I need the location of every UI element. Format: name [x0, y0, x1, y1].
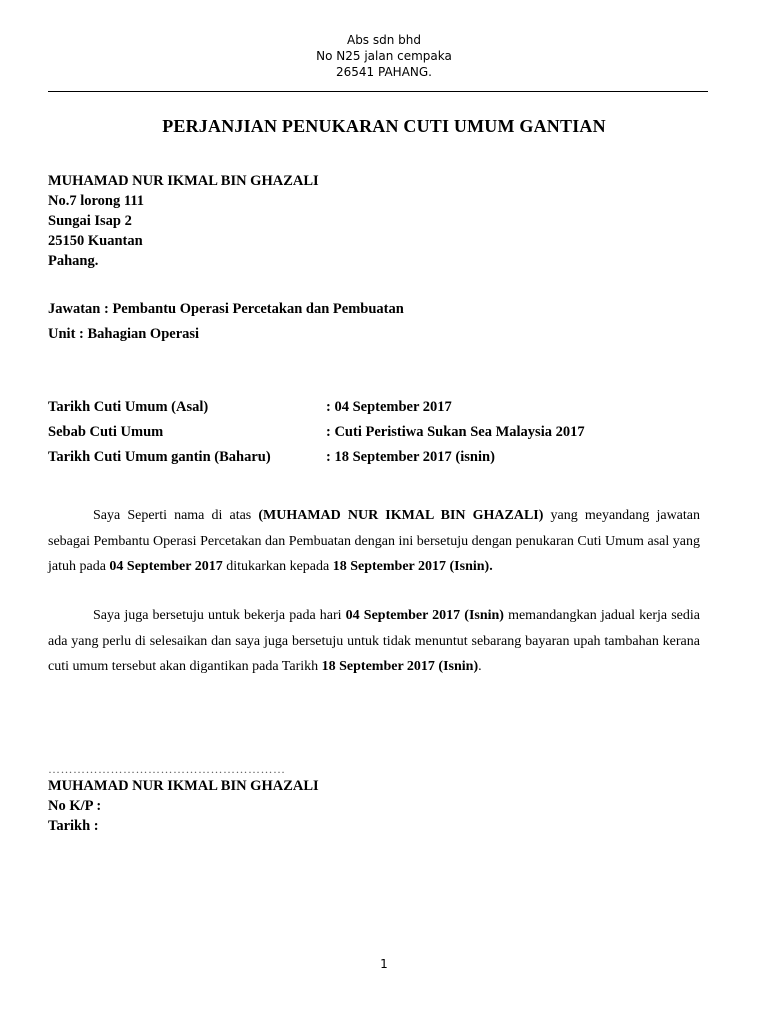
info-value: : 04 September 2017: [326, 399, 452, 415]
info-row: [48, 422, 688, 447]
signature-line: …………………………………………………: [48, 762, 286, 776]
new-date-bold: 18 September 2017 (Isnin): [321, 659, 479, 674]
text-run: ditukarkan kepada: [222, 559, 333, 574]
info-label: Sebab Cuti Umum: [48, 424, 164, 440]
ic-number-label: No K/P :: [48, 798, 102, 814]
agreement-paragraph-1: [48, 503, 700, 580]
company-name: Abs sdn bhd: [346, 33, 422, 47]
text-run: memandangkan jadual kerja sedia ada yang perlu di selesaikan dan saya juga bersetuju untuk tidak menuntut sebarang bayaran upah tambahan kerana cuti umum tersebut akan digantikan pada Tarikh: [48, 608, 700, 674]
company-address-line-1: No N25 jalan cempaka: [316, 49, 452, 63]
original-date-bold: 04 September 2017 (Isnin): [345, 608, 504, 623]
job-position: Jawatan : Pembantu Operasi Percetakan dan Pembuatan: [48, 301, 404, 317]
employee-name-bold: (MUHAMAD NUR IKMAL BIN GHAZALI): [258, 508, 544, 523]
job-unit: Unit : Bahagian Operasi: [48, 326, 200, 342]
info-label: Tarikh Cuti Umum (Asal): [48, 399, 209, 415]
text-run: Saya juga bersetuju untuk bekerja pada hari: [93, 608, 346, 623]
date-label: Tarikh :: [48, 818, 99, 834]
text-run: yang meyandang jawatan sebagai Pembantu Operasi Percetakan dan Pembuatan dengan ini bersetuju dengan penukaran Cuti Umum asal yang jatuh pada: [48, 508, 700, 574]
info-row: [48, 447, 688, 472]
signature-block: [48, 762, 319, 836]
agreement-paragraph-2: [48, 603, 700, 680]
address-line: Sungai Isap 2: [48, 213, 132, 229]
job-details: [48, 297, 404, 347]
document-title: PERJANJIAN PENUKARAN CUTI UMUM GANTIAN: [162, 116, 606, 136]
company-header: [0, 32, 768, 80]
address-line: 25150 Kuantan: [48, 233, 143, 249]
holiday-info-table: [48, 397, 688, 472]
company-address-line-2: 26541 PAHANG.: [336, 65, 432, 79]
page-number: 1: [380, 957, 388, 971]
info-label: Tarikh Cuti Umum gantin (Baharu): [48, 449, 271, 465]
info-row: [48, 397, 688, 422]
address-line: Pahang.: [48, 253, 99, 269]
employee-name: MUHAMAD NUR IKMAL BIN GHAZALI: [48, 173, 319, 189]
text-run: .: [478, 659, 482, 674]
info-value: : 18 September 2017 (isnin): [326, 449, 495, 465]
text-run: Saya Seperti nama di atas: [93, 508, 259, 523]
new-date-bold: 18 September 2017 (Isnin).: [332, 559, 493, 574]
original-date-bold: 04 September 2017: [109, 559, 223, 574]
signatory-name: MUHAMAD NUR IKMAL BIN GHAZALI: [48, 778, 319, 794]
header-divider: [48, 91, 708, 92]
employee-address-block: [48, 171, 319, 271]
address-line: No.7 lorong 111: [48, 193, 145, 209]
info-value: : Cuti Peristiwa Sukan Sea Malaysia 2017: [326, 424, 585, 440]
